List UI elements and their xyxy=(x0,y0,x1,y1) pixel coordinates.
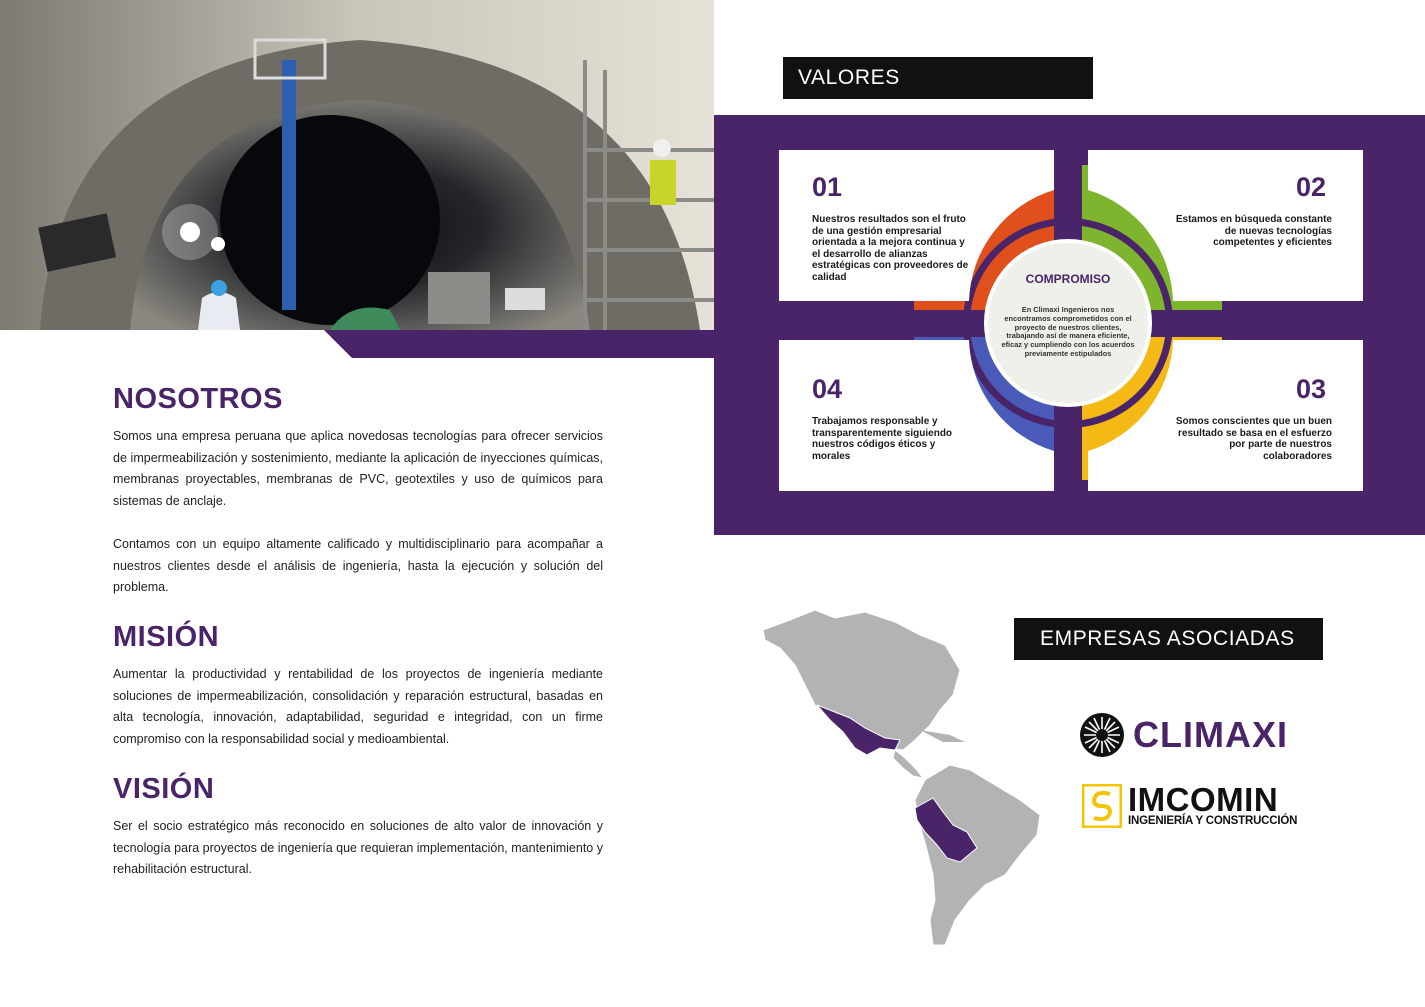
imcomin-mark-icon xyxy=(1082,784,1122,828)
value-03-number: 03 xyxy=(1296,374,1327,404)
value-02-number: 02 xyxy=(1296,172,1327,202)
nosotros-paragraph-2: Contamos con un equipo altamente calificado y multidisciplinario para acompañar a nuestros clientes desde el análisis de ingeniería, hasta la ejecución y solución del problema. xyxy=(113,537,603,595)
compromiso-title: COMPROMISO xyxy=(1025,272,1111,286)
photo-purple-band xyxy=(0,0,714,358)
value-04-number: 04 xyxy=(812,374,843,404)
compromiso-text: En Climaxi Ingenieros nos encontramos comprometidos con el proyecto de nuestros clientes, trabajando así de manera eficiente, eficaz y cumpliendo con los acuerdos previamente estipulados xyxy=(1001,305,1135,358)
mision-title: MISIÓN xyxy=(113,621,220,653)
climaxi-logo xyxy=(1079,712,1288,758)
americas-map xyxy=(755,600,1055,950)
value-02-text: Estamos en búsqueda constante de nuevas tecnologías competentes y eficientes xyxy=(1175,214,1332,249)
mision-paragraph: Aumentar la productividad y rentabilidad de los proyectos de ingeniería mediante soluciones de impermeabilización, consolidación y reparación estructural, basadas en alta tecnología, innovación, adaptabilidad, seguridad e integridad, con un firme compromiso con la responsabilidad social y medioambiental. xyxy=(113,667,603,747)
empresas-label: EMPRESAS ASOCIADAS xyxy=(1014,618,1323,660)
imcomin-logo xyxy=(1082,781,1298,828)
vision-title: VISIÓN xyxy=(113,773,215,805)
value-04-text: Trabajamos responsable y transparentemente siguiendo nuestros códigos éticos y morales xyxy=(812,416,953,462)
value-01-text: Nuestros resultados son el fruto de una gestión empresarial orientada a la mejora continua y el desarrollo de alianzas estratégicas con proveedores de calidad xyxy=(812,214,969,283)
valores-label: VALORES xyxy=(783,57,1093,99)
imcomin-wordmark: IMCOMIN xyxy=(1128,781,1279,818)
south-america-shape xyxy=(915,765,1040,945)
value-01-number: 01 xyxy=(812,172,843,202)
nosotros-title: NOSOTROS xyxy=(113,383,283,415)
vision-paragraph: Ser el socio estratégico más reconocido en soluciones de alto valor de innovación y tecnología para proyectos de ingeniería que requieran implementación, mantenimiento y rehabilitación estructural. xyxy=(113,819,603,877)
nosotros-paragraph-1: Somos una empresa peruana que aplica novedosas tecnologías para ofrecer servicios de impermeabilización y sostenimiento, mediante la aplicación de inyecciones químicas, membranas proyectables, membranas de PVC, geotextiles y uso de químicos para sistemas de anclaje. xyxy=(113,429,603,509)
imcomin-subtitle: INGENIERÍA Y CONSTRUCCIÓN xyxy=(1128,815,1298,827)
value-03-text: Somos conscientes que un buen resultado se basa en el esfuerzo por parte de nuestros colaboradores xyxy=(1175,416,1332,462)
climaxi-mark-icon xyxy=(1079,712,1125,758)
climaxi-wordmark: CLIMAXI xyxy=(1133,714,1288,755)
